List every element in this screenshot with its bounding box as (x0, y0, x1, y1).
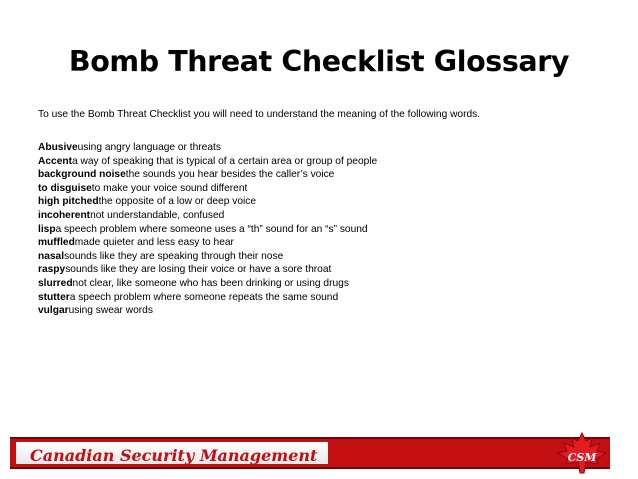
glossary-term: stutter (38, 291, 70, 303)
banner-name-panel (16, 442, 328, 464)
glossary-definition: using swear words (68, 305, 153, 317)
glossary-definition: not clear, like someone who has been drinking or using drugs (72, 277, 349, 289)
glossary-term: nasal (38, 250, 65, 262)
glossary-entry (38, 182, 377, 196)
company-name: Canadian Security Management (30, 446, 318, 465)
glossary-entry (38, 263, 377, 277)
glossary-entry (38, 291, 377, 305)
glossary-term: muffled (38, 237, 75, 249)
glossary-entry (38, 168, 377, 182)
glossary-definition: sounds like they are speaking through their nose (64, 250, 284, 262)
glossary-entry (38, 223, 377, 237)
glossary-definition: a speech problem where someone uses a “th” sound for an “s” sound (55, 223, 368, 235)
glossary-term: vulgar (38, 305, 69, 317)
glossary-entry (38, 141, 377, 155)
glossary-definition: the opposite of a low or deep voice (98, 196, 257, 208)
footer-banner (10, 437, 620, 469)
glossary-definition: sounds like they are losing their voice or have a sore throat (65, 264, 332, 276)
glossary-definition: to make your voice sound different (91, 182, 248, 194)
banner-bar (10, 437, 610, 469)
glossary-term: high pitched (38, 196, 99, 208)
glossary-definition: using angry language or threats (77, 142, 221, 153)
glossary-term: Accent (38, 155, 72, 167)
glossary-term: slurred (38, 277, 73, 289)
glossary-entry (38, 277, 377, 291)
glossary-definition: a way of speaking that is typical of a certain area or group of people (71, 155, 378, 167)
glossary-entry (38, 155, 377, 169)
glossary-definition: the sounds you hear besides the caller’s voice (125, 169, 335, 181)
glossary-entry (38, 236, 377, 250)
glossary-term: raspy (38, 264, 66, 276)
glossary-term: Abusive (38, 142, 78, 153)
glossary-definition: a speech problem where someone repeats the same sound (69, 291, 339, 303)
glossary-term: background noise (38, 169, 126, 181)
logo-text: CSM (567, 451, 597, 464)
glossary-entry (38, 209, 377, 223)
glossary-definition: made quieter and less easy to hear (74, 237, 234, 249)
glossary-term: to disguise (38, 182, 92, 194)
glossary-definition: not understandable, confused (90, 209, 225, 221)
glossary-entry (38, 304, 377, 318)
glossary-term: incoherent (38, 209, 91, 221)
glossary-entry (38, 250, 377, 264)
page-title: Bomb Threat Checklist Glossary (68, 45, 570, 78)
maple-leaf-logo-icon (550, 431, 614, 475)
glossary-entry (38, 195, 377, 209)
glossary-term: lisp (38, 223, 56, 235)
glossary-list (38, 141, 377, 318)
intro-text: To use the Bomb Threat Checklist you will need to understand the meaning of the following words. (38, 109, 481, 120)
